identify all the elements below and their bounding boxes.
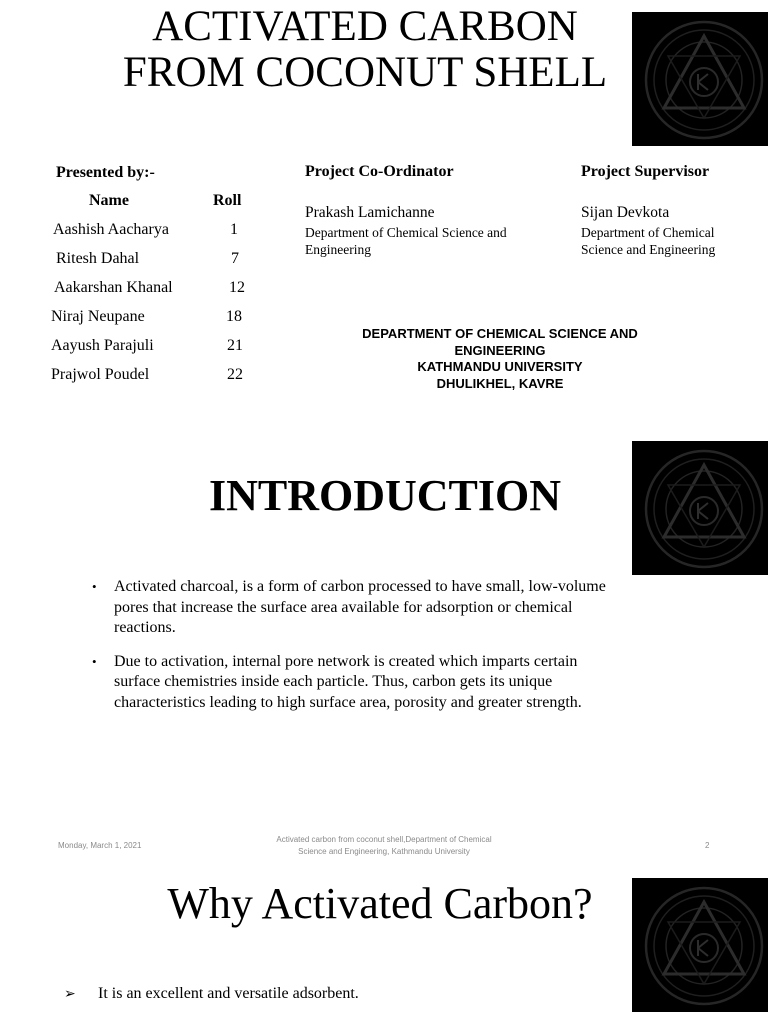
university-seal-icon (632, 878, 768, 1012)
department-line-4: DHULIKHEL, KAVRE (436, 375, 564, 391)
department-line-3: KATHMANDU UNIVERSITY (417, 359, 583, 374)
member-roll: 7 (231, 250, 239, 267)
list-item-text: It is an excellent and versatile adsorbent. (98, 985, 359, 1002)
member-roll: 21 (227, 337, 243, 354)
title-line-2: FROM COCONUT SHELL (122, 49, 608, 96)
list-item (64, 985, 359, 1003)
bullet-line: surface chemistries inside each particle. Thus, carbon gets its unique (114, 673, 553, 690)
name-column-header: Name (89, 192, 129, 209)
coordinator-name: Prakash Lamichanne (305, 204, 435, 221)
member-roll: 1 (230, 221, 238, 238)
department-line-2: ENGINEERING (454, 342, 546, 358)
member-name: Aakarshan Khanal (54, 279, 173, 296)
presented-by-label: Presented by:- (56, 164, 155, 181)
footer-caption-line-1: Activated carbon from coconut shell,Department of Chemical (276, 835, 492, 844)
member-name: Aashish Aacharya (53, 221, 169, 238)
member-name: Prajwol Poudel (51, 366, 150, 383)
bullet-line: pores that increase the surface area available for adsorption or chemical (114, 598, 573, 616)
supervisor-name: Sijan Devkota (581, 204, 670, 221)
roll-column-header: Roll (213, 192, 242, 209)
bullet-line: characteristics leading to high surface area, porosity and greater strength. (114, 693, 582, 711)
introduction-title: INTRODUCTION (208, 471, 562, 520)
footer-page-number: 2 (705, 841, 710, 850)
slide-1-title (60, 4, 670, 96)
member-name: Niraj Neupane (51, 308, 145, 325)
footer-caption (250, 834, 518, 858)
coordinator-dept-line-1: Department of Chemical Science and (305, 225, 507, 240)
member-name: Aayush Parajuli (51, 337, 154, 354)
list-item (88, 652, 728, 714)
bullet-line: Due to activation, internal pore network is created which imparts certain (114, 652, 578, 670)
member-roll: 22 (227, 366, 243, 383)
footer-date: Monday, March 1, 2021 (58, 841, 142, 850)
bullet-line: Activated charcoal, is a form of carbon processed to have small, low-volume (114, 578, 606, 595)
bullet-line: reactions. (114, 619, 176, 636)
bullet-dot-icon: • (92, 653, 97, 669)
why-activated-carbon-title: Why Activated Carbon? (167, 879, 593, 928)
bullet-dot-icon: • (92, 579, 97, 594)
university-seal-icon (632, 441, 768, 575)
supervisor-dept-line-2: Science and Engineering (581, 242, 716, 257)
member-name: Ritesh Dahal (56, 250, 140, 267)
department-address (330, 326, 670, 392)
footer-caption-line-2: Science and Engineering, Kathmandu University (298, 847, 470, 856)
title-line-1: ACTIVATED CARBON (152, 3, 578, 50)
introduction-bullet-list (88, 577, 728, 726)
list-item (88, 577, 728, 639)
member-roll: 12 (229, 279, 245, 296)
arrow-bullet-icon: ➢ (64, 986, 76, 1002)
university-seal-icon (632, 12, 768, 146)
coordinator-dept-line-2: Engineering (305, 242, 371, 257)
coordinator-heading: Project Co-Ordinator (305, 163, 454, 180)
department-line-1: DEPARTMENT OF CHEMICAL SCIENCE AND (362, 326, 638, 341)
supervisor-heading: Project Supervisor (581, 163, 710, 180)
supervisor-dept-line-1: Department of Chemical (581, 225, 715, 240)
member-roll: 18 (226, 308, 242, 325)
